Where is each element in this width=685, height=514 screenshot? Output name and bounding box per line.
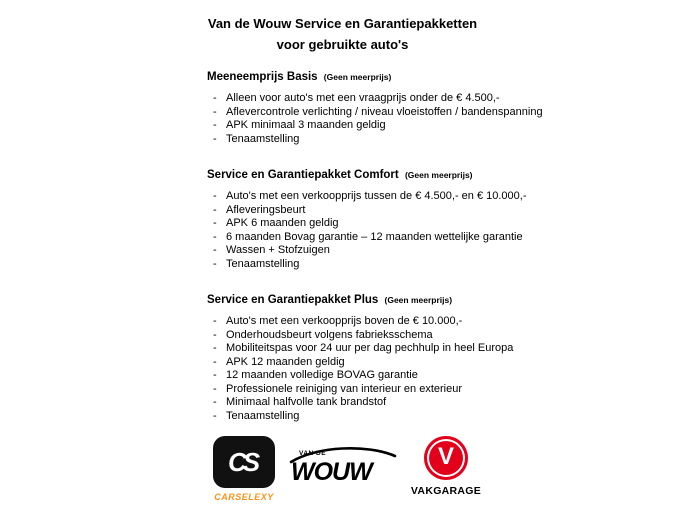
package-item-list (207, 92, 657, 146)
page-title (0, 0, 685, 55)
bullet-dash: - (213, 257, 217, 270)
package-item-text: Alleen voor auto's met een vraagprijs onder de € 4.500,- (226, 92, 500, 104)
vakgarage-wordmark: VAKGARAGE (410, 485, 482, 497)
package-title: Meeneemprijs Basis (207, 71, 318, 83)
bullet-dash: - (213, 132, 217, 145)
package-item (213, 92, 657, 106)
bullet-dash: - (213, 328, 217, 341)
bullet-dash: - (213, 203, 217, 216)
package-item-text: Aflevercontrole verlichting / niveau vloeistoffen / bandenspanning (226, 105, 543, 118)
package-section (207, 169, 657, 271)
carselexy-wordmark: CARSELEXY (214, 492, 274, 502)
package-item-text: Tenaamstelling (226, 132, 300, 145)
sections-container (207, 71, 657, 423)
package-item-text: Tenaamstelling (226, 409, 300, 422)
package-subtitle: (Geen meerprijs) (384, 295, 453, 305)
package-item (213, 190, 657, 204)
package-item (213, 231, 657, 245)
package-item (213, 106, 657, 120)
bullet-dash: - (213, 105, 217, 118)
bullet-dash: - (213, 244, 217, 256)
bullet-dash: - (213, 355, 217, 368)
package-item-text: Professionele reiniging van interieur en exterieur (226, 382, 463, 395)
package-subtitle: (Geen meerprijs) (404, 170, 473, 180)
package-item (213, 315, 657, 329)
package-item (213, 356, 657, 370)
bullet-dash: - (213, 369, 217, 381)
package-item-text: 6 maanden Bovag garantie – 12 maanden wettelijke garantie (226, 230, 523, 243)
package-item-list (207, 315, 657, 423)
vakgarage-logo (406, 436, 486, 497)
package-item (213, 217, 657, 231)
bullet-dash: - (213, 396, 217, 408)
wouw-logo (289, 444, 397, 496)
package-subtitle: (Geen meerprijs) (323, 72, 392, 82)
package-item (213, 369, 657, 383)
package-item (213, 410, 657, 424)
bullet-dash: - (213, 119, 217, 131)
carselexy-monogram-text: CS (227, 446, 257, 477)
package-item (213, 329, 657, 343)
package-item-text: Auto's met een verkoopprijs tussen de € 4.500,- en € 10.000,- (226, 190, 527, 202)
package-heading (207, 294, 657, 306)
package-item (213, 133, 657, 147)
package-item-text: Afleveringsbeurt (226, 203, 306, 216)
package-item-text: Minimaal halfvolle tank brandstof (226, 396, 387, 408)
package-item-text: Auto's met een verkoopprijs boven de € 10.000,- (226, 315, 463, 327)
package-item (213, 204, 657, 218)
package-item-list (207, 190, 657, 271)
package-item-text: Mobiliteitspas voor 24 uur per dag pechhulp in heel Europa (226, 342, 514, 354)
package-item (213, 396, 657, 410)
page-title-line1: Van de Wouw Service en Garantiepakketten (207, 16, 478, 31)
bullet-dash: - (213, 382, 217, 395)
vakgarage-v-letter: V (437, 443, 454, 470)
package-section (207, 294, 657, 423)
page-title-line2: voor gebruikte auto's (276, 37, 409, 52)
bullet-dash: - (213, 342, 217, 354)
package-item-text: APK 12 maanden geldig (226, 355, 345, 368)
bullet-dash: - (213, 230, 217, 243)
package-item (213, 342, 657, 356)
package-item-text: 12 maanden volledige BOVAG garantie (226, 369, 418, 381)
package-item (213, 244, 657, 258)
bullet-dash: - (213, 217, 217, 229)
package-item-text: Wassen + Stofzuigen (226, 244, 330, 256)
package-item-text: APK 6 maanden geldig (226, 217, 339, 229)
wouw-vande-text: VAN DE (299, 450, 327, 457)
vakgarage-circle-icon (424, 436, 468, 480)
package-item (213, 119, 657, 133)
package-title: Service en Garantiepakket Plus (207, 294, 379, 306)
package-section (207, 71, 657, 146)
package-item-text: APK minimaal 3 maanden geldig (226, 119, 386, 131)
package-title: Service en Garantiepakket Comfort (207, 169, 399, 181)
bullet-dash: - (213, 92, 217, 104)
logo-row (208, 436, 486, 502)
package-heading (207, 71, 657, 83)
bullet-dash: - (213, 409, 217, 422)
package-item (213, 383, 657, 397)
bullet-dash: - (213, 315, 217, 327)
carselexy-logo (208, 436, 280, 502)
bullet-dash: - (213, 190, 217, 202)
package-item (213, 258, 657, 272)
package-heading (207, 169, 657, 181)
carselexy-monogram-icon (213, 436, 275, 488)
package-item-text: Onderhoudsbeurt volgens fabrieksschema (226, 328, 433, 341)
wouw-wordmark: WOUW (291, 458, 372, 486)
package-item-text: Tenaamstelling (226, 257, 300, 270)
